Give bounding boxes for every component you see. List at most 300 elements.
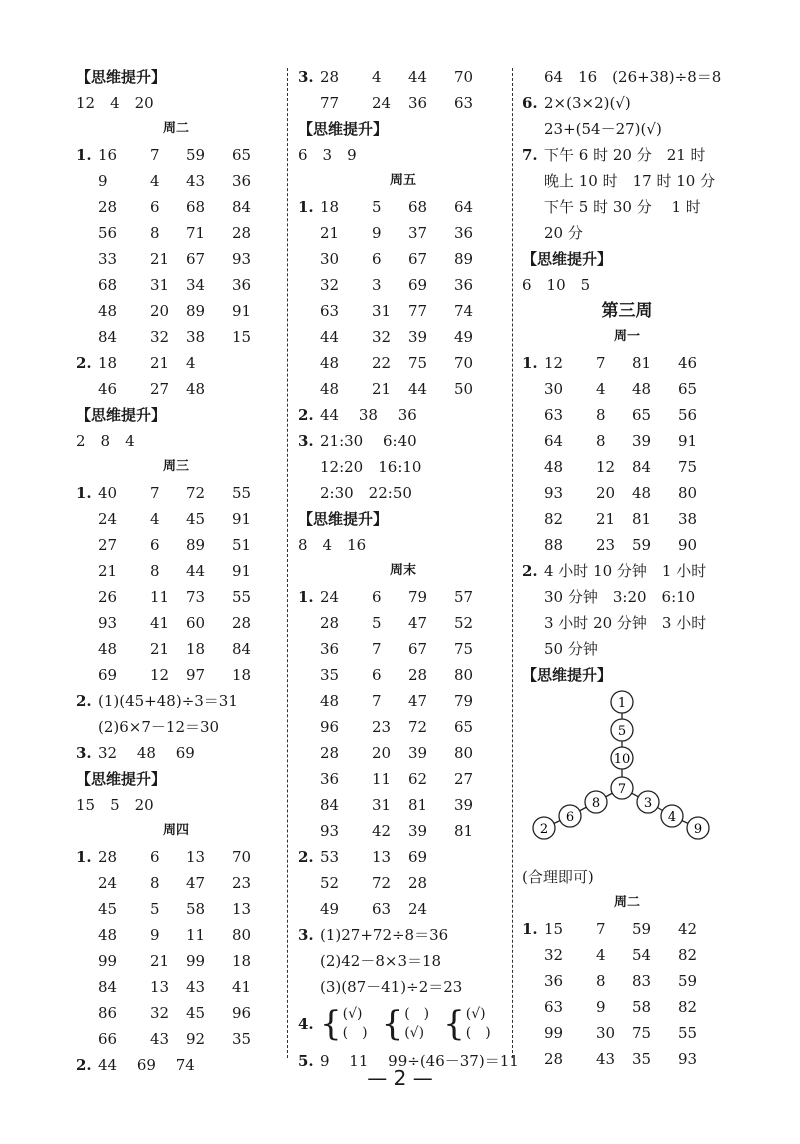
answer-cell: 6 bbox=[150, 198, 160, 216]
answer-cell: 91 bbox=[232, 510, 252, 528]
answer-line: 2:30 22:50 bbox=[320, 484, 412, 502]
answer-cell: 5 bbox=[150, 900, 160, 918]
question-number: 1. bbox=[298, 198, 314, 216]
answer-cell: 48 bbox=[544, 458, 564, 476]
answer-cell: 26 bbox=[98, 588, 118, 606]
answer-line: 64 16 (26+38)÷8＝8 bbox=[544, 68, 722, 86]
answer-row bbox=[522, 532, 732, 558]
answer-cell: 46 bbox=[98, 380, 118, 398]
answer-cell: 36 bbox=[454, 276, 474, 294]
answer-cell: 65 bbox=[632, 406, 652, 424]
answer-cell: 48 bbox=[632, 380, 652, 398]
answer-line: 12 4 20 bbox=[76, 94, 154, 112]
question-grid bbox=[76, 142, 276, 350]
answer-line: 晚上 10 时 17 时 10 分 bbox=[544, 172, 716, 190]
answer-cell: 44 bbox=[186, 562, 206, 580]
answer-cell: 3 bbox=[372, 276, 382, 294]
answer-cell: 35 bbox=[632, 1050, 652, 1068]
answer-row bbox=[76, 948, 276, 974]
answer-row bbox=[76, 1026, 276, 1052]
answer-row bbox=[76, 584, 276, 610]
question-grid bbox=[76, 844, 276, 1052]
section-heading: 【思维提升】 bbox=[298, 510, 389, 528]
answer-cell: 4 bbox=[150, 510, 160, 528]
answer-row bbox=[522, 428, 732, 454]
day-heading: 周二 bbox=[162, 121, 189, 136]
answer-cell: 70 bbox=[454, 354, 474, 372]
answer-cell: 79 bbox=[408, 588, 428, 606]
brace-group bbox=[443, 1005, 491, 1043]
answer-cell: 6 bbox=[372, 588, 382, 606]
answer-cell: 81 bbox=[632, 354, 652, 372]
answer-row bbox=[76, 298, 276, 324]
answer-cell: 8 bbox=[150, 562, 160, 580]
answer-cell: 44 bbox=[320, 328, 340, 346]
answer-row bbox=[522, 916, 732, 942]
question-grid bbox=[298, 844, 508, 922]
brace-icon: { bbox=[443, 1004, 465, 1044]
answer-row bbox=[76, 480, 276, 506]
answer-cell: 43 bbox=[150, 1030, 170, 1048]
tree-node-label: 10 bbox=[613, 752, 631, 767]
answer-cell: 48 bbox=[320, 692, 340, 710]
brace-top: (√) bbox=[342, 1006, 363, 1022]
section-heading: 【思维提升】 bbox=[522, 666, 613, 684]
tree-node-label: 8 bbox=[591, 796, 601, 811]
answer-row bbox=[298, 792, 508, 818]
answer-line: 23+(54－27)(√) bbox=[544, 120, 662, 138]
answer-line: 15 5 20 bbox=[76, 796, 154, 814]
answer-text: 21:30 6:40 bbox=[320, 432, 417, 450]
answer-line: 20 分 bbox=[544, 224, 583, 242]
answer-row bbox=[76, 1000, 276, 1026]
answer-cell: 18 bbox=[98, 354, 118, 372]
answer-row bbox=[298, 350, 508, 376]
answer-cell: 84 bbox=[232, 640, 252, 658]
answer-cell: 13 bbox=[186, 848, 206, 866]
answer-row bbox=[298, 298, 508, 324]
answer-cell: 58 bbox=[632, 998, 652, 1016]
answer-cell: 82 bbox=[678, 998, 698, 1016]
answer-row bbox=[522, 1020, 732, 1046]
answer-cell: 80 bbox=[232, 926, 252, 944]
answer-cell: 44 bbox=[408, 380, 428, 398]
answer-cell: 92 bbox=[186, 1030, 206, 1048]
question-number: 2. bbox=[522, 562, 538, 580]
answer-cell: 97 bbox=[186, 666, 206, 684]
answer-cell: 13 bbox=[150, 978, 170, 996]
answer-row bbox=[298, 688, 508, 714]
answer-cell: 68 bbox=[408, 198, 428, 216]
answer-cell: 39 bbox=[408, 744, 428, 762]
answer-cell: 93 bbox=[98, 614, 118, 632]
answer-cell: 55 bbox=[678, 1024, 698, 1042]
answer-cell: 45 bbox=[186, 1004, 206, 1022]
answer-cell: 91 bbox=[232, 302, 252, 320]
answer-row bbox=[298, 740, 508, 766]
answer-cell: 80 bbox=[678, 484, 698, 502]
answer-cell: 24 bbox=[98, 874, 118, 892]
answer-cell: 63 bbox=[544, 998, 564, 1016]
answer-cell: 48 bbox=[98, 302, 118, 320]
answer-cell: 43 bbox=[596, 1050, 616, 1068]
answer-cell: 75 bbox=[632, 1024, 652, 1042]
answer-cell: 30 bbox=[596, 1024, 616, 1042]
day-heading: 周五 bbox=[389, 173, 416, 188]
answer-cell: 59 bbox=[632, 536, 652, 554]
answer-cell: 4 bbox=[186, 354, 196, 372]
answer-cell: 23 bbox=[372, 718, 392, 736]
day-heading: 周一 bbox=[613, 329, 640, 344]
section-heading: 【思维提升】 bbox=[522, 250, 613, 268]
answer-cell: 21 bbox=[150, 952, 170, 970]
answer-cell: 84 bbox=[98, 978, 118, 996]
answer-cell: 18 bbox=[232, 666, 252, 684]
answer-cell: 99 bbox=[544, 1024, 564, 1042]
answer-cell: 81 bbox=[408, 796, 428, 814]
answer-cell: 63 bbox=[320, 302, 340, 320]
answer-cell: 77 bbox=[320, 94, 340, 112]
answer-cell: 60 bbox=[186, 614, 206, 632]
answer-line bbox=[522, 142, 732, 168]
answer-cell: 48 bbox=[186, 380, 206, 398]
answer-cell: 15 bbox=[232, 328, 252, 346]
answer-cell: 7 bbox=[150, 146, 160, 164]
answer-cell: 9 bbox=[98, 172, 108, 190]
answer-line: (2)6×7－12＝30 bbox=[98, 718, 220, 736]
question-number: 2. bbox=[298, 848, 314, 866]
answer-cell: 75 bbox=[408, 354, 428, 372]
answer-cell: 99 bbox=[98, 952, 118, 970]
answer-row bbox=[298, 636, 508, 662]
answer-cell: 62 bbox=[408, 770, 428, 788]
answer-cell: 11 bbox=[372, 770, 392, 788]
answer-cell: 23 bbox=[596, 536, 616, 554]
answer-cell: 30 bbox=[320, 250, 340, 268]
answer-row bbox=[522, 454, 732, 480]
answer-cell: 21 bbox=[372, 380, 392, 398]
answer-note: (合理即可) bbox=[522, 868, 594, 886]
answer-cell: 27 bbox=[454, 770, 474, 788]
answer-row bbox=[522, 506, 732, 532]
answer-cell: 28 bbox=[408, 666, 428, 684]
answer-cell: 64 bbox=[454, 198, 474, 216]
question-number: 1. bbox=[522, 354, 538, 372]
brace-top: (√) bbox=[465, 1006, 486, 1022]
answer-text: 44 38 36 bbox=[320, 406, 417, 424]
answer-cell: 39 bbox=[454, 796, 474, 814]
question-grid bbox=[522, 350, 732, 558]
brace-group bbox=[382, 1005, 430, 1043]
answer-cell: 72 bbox=[186, 484, 206, 502]
answer-row bbox=[76, 662, 276, 688]
answer-cell: 59 bbox=[632, 920, 652, 938]
answer-row bbox=[298, 818, 508, 844]
answer-cell: 89 bbox=[186, 302, 206, 320]
tree-node-label: 9 bbox=[693, 822, 703, 837]
answer-cell: 74 bbox=[454, 302, 474, 320]
answer-row bbox=[76, 246, 276, 272]
answer-cell: 28 bbox=[320, 744, 340, 762]
section-heading: 【思维提升】 bbox=[298, 120, 389, 138]
answer-cell: 50 bbox=[454, 380, 474, 398]
answer-cell: 89 bbox=[186, 536, 206, 554]
answer-row bbox=[76, 142, 276, 168]
answer-row bbox=[298, 714, 508, 740]
answer-cell: 8 bbox=[596, 406, 606, 424]
answer-cell: 42 bbox=[372, 822, 392, 840]
answer-cell: 11 bbox=[150, 588, 170, 606]
answer-row bbox=[522, 968, 732, 994]
question-grid bbox=[298, 194, 508, 402]
answer-cell: 8 bbox=[596, 972, 606, 990]
brace-bottom: ( ) bbox=[342, 1025, 368, 1041]
question-number: 7. bbox=[522, 146, 538, 164]
number-tree-diagram bbox=[522, 688, 732, 864]
answer-cell: 90 bbox=[678, 536, 698, 554]
answer-text: 4 小时 10 分钟 1 小时 bbox=[544, 562, 707, 580]
answer-cell: 28 bbox=[408, 874, 428, 892]
question-number: 1. bbox=[76, 484, 92, 502]
answer-row bbox=[298, 376, 508, 402]
answer-line bbox=[76, 688, 276, 714]
answer-row bbox=[522, 402, 732, 428]
section-heading: 【思维提升】 bbox=[76, 770, 167, 788]
answer-cell: 20 bbox=[150, 302, 170, 320]
answer-cell: 54 bbox=[632, 946, 652, 964]
answer-cell: 24 bbox=[98, 510, 118, 528]
answer-cell: 28 bbox=[544, 1050, 564, 1068]
section-heading: 【思维提升】 bbox=[76, 68, 167, 86]
section-heading: 【思维提升】 bbox=[76, 406, 167, 424]
answer-cell: 52 bbox=[454, 614, 474, 632]
answer-row bbox=[298, 64, 508, 90]
answer-line: 8 4 16 bbox=[298, 536, 367, 554]
answer-cell: 9 bbox=[150, 926, 160, 944]
answer-cell: 93 bbox=[320, 822, 340, 840]
question-grid bbox=[298, 584, 508, 844]
answer-cell: 79 bbox=[454, 692, 474, 710]
answer-cell: 88 bbox=[544, 536, 564, 554]
answer-cell: 45 bbox=[186, 510, 206, 528]
answer-row bbox=[76, 168, 276, 194]
answer-cell: 11 bbox=[186, 926, 206, 944]
answer-line: 下午 5 时 30 分 1 时 bbox=[544, 198, 701, 216]
answer-cell: 99 bbox=[186, 952, 206, 970]
answer-row bbox=[522, 350, 732, 376]
answer-cell: 35 bbox=[320, 666, 340, 684]
answer-row bbox=[76, 636, 276, 662]
answer-text: 下午 6 时 20 分 21 时 bbox=[544, 146, 706, 164]
answer-cell: 55 bbox=[232, 484, 252, 502]
answer-cell: 63 bbox=[544, 406, 564, 424]
answer-line bbox=[298, 1000, 508, 1048]
answer-cell: 51 bbox=[232, 536, 252, 554]
question-number: 2. bbox=[76, 354, 92, 372]
answer-cell: 20 bbox=[372, 744, 392, 762]
answer-cell: 5 bbox=[372, 198, 382, 216]
answer-cell: 31 bbox=[372, 796, 392, 814]
answer-cell: 7 bbox=[372, 640, 382, 658]
answer-cell: 4 bbox=[596, 380, 606, 398]
answer-cell: 27 bbox=[150, 380, 170, 398]
answer-cell: 21 bbox=[320, 224, 340, 242]
answer-cell: 80 bbox=[454, 744, 474, 762]
answer-cell: 36 bbox=[320, 770, 340, 788]
answer-row bbox=[298, 584, 508, 610]
question-number: 3. bbox=[76, 744, 92, 762]
answer-cell: 70 bbox=[454, 68, 474, 86]
answer-cell: 23 bbox=[232, 874, 252, 892]
answer-cell: 47 bbox=[186, 874, 206, 892]
answer-cell: 93 bbox=[544, 484, 564, 502]
answer-cell: 18 bbox=[186, 640, 206, 658]
answer-cell: 48 bbox=[632, 484, 652, 502]
answer-cell: 67 bbox=[408, 250, 428, 268]
answer-cell: 56 bbox=[98, 224, 118, 242]
question-number: 1. bbox=[522, 920, 538, 938]
answer-cell: 15 bbox=[544, 920, 564, 938]
tree-node-label: 4 bbox=[667, 810, 677, 825]
answer-cell: 28 bbox=[232, 224, 252, 242]
answer-text: 44 69 74 bbox=[98, 1056, 195, 1074]
answer-row bbox=[76, 610, 276, 636]
answer-row bbox=[522, 480, 732, 506]
answer-cell: 82 bbox=[544, 510, 564, 528]
tree-node-label: 5 bbox=[617, 724, 627, 739]
answer-cell: 47 bbox=[408, 614, 428, 632]
answer-cell: 48 bbox=[320, 380, 340, 398]
answer-cell: 21 bbox=[98, 562, 118, 580]
tree-node-label: 3 bbox=[643, 796, 653, 811]
answer-cell: 6 bbox=[150, 848, 160, 866]
tree-node-label: 2 bbox=[539, 822, 549, 837]
answer-cell: 12 bbox=[544, 354, 564, 372]
answer-cell: 9 bbox=[372, 224, 382, 242]
answer-cell: 40 bbox=[98, 484, 118, 502]
answer-cell: 71 bbox=[186, 224, 206, 242]
answer-cell: 53 bbox=[320, 848, 340, 866]
answer-line: 6 3 9 bbox=[298, 146, 357, 164]
answer-cell: 30 bbox=[544, 380, 564, 398]
answer-cell: 73 bbox=[186, 588, 206, 606]
answer-cell: 48 bbox=[98, 640, 118, 658]
column-1 bbox=[76, 64, 276, 1078]
answer-row bbox=[76, 870, 276, 896]
question-grid bbox=[76, 350, 276, 402]
answer-cell: 84 bbox=[320, 796, 340, 814]
answer-row bbox=[76, 350, 276, 376]
answer-cell: 4 bbox=[150, 172, 160, 190]
answer-cell: 38 bbox=[678, 510, 698, 528]
answer-cell: 44 bbox=[408, 68, 428, 86]
answer-cell: 41 bbox=[150, 614, 170, 632]
question-number: 3. bbox=[298, 68, 314, 86]
answer-cell: 36 bbox=[544, 972, 564, 990]
column-divider-left bbox=[287, 68, 288, 1058]
answer-cell: 81 bbox=[454, 822, 474, 840]
answer-row bbox=[298, 870, 508, 896]
answer-cell: 32 bbox=[150, 328, 170, 346]
question-number: 4. bbox=[298, 1015, 314, 1033]
answer-cell: 64 bbox=[544, 432, 564, 450]
question-grid bbox=[298, 64, 508, 116]
answer-row bbox=[298, 246, 508, 272]
answer-cell: 16 bbox=[98, 146, 118, 164]
answer-line bbox=[298, 402, 508, 428]
answer-cell: 9 bbox=[596, 998, 606, 1016]
answer-cell: 72 bbox=[372, 874, 392, 892]
answer-cell: 67 bbox=[186, 250, 206, 268]
answer-cell: 77 bbox=[408, 302, 428, 320]
answer-row bbox=[76, 922, 276, 948]
tree-node-label: 1 bbox=[617, 696, 627, 711]
column-divider-right bbox=[512, 68, 513, 1058]
answer-cell: 65 bbox=[678, 380, 698, 398]
answer-row bbox=[298, 324, 508, 350]
answer-cell: 70 bbox=[232, 848, 252, 866]
answer-cell: 96 bbox=[232, 1004, 252, 1022]
answer-row bbox=[76, 532, 276, 558]
answer-cell: 93 bbox=[678, 1050, 698, 1068]
answer-cell: 32 bbox=[320, 276, 340, 294]
answer-cell: 5 bbox=[372, 614, 382, 632]
answer-row bbox=[76, 220, 276, 246]
answer-line bbox=[76, 740, 276, 766]
answer-line bbox=[298, 922, 508, 948]
answer-cell: 43 bbox=[186, 978, 206, 996]
answer-cell: 31 bbox=[372, 302, 392, 320]
answer-line: 30 分钟 3:20 6:10 bbox=[544, 588, 696, 606]
answer-cell: 93 bbox=[232, 250, 252, 268]
answer-cell: 68 bbox=[98, 276, 118, 294]
brace-icon: { bbox=[381, 1004, 404, 1044]
answer-cell: 86 bbox=[98, 1004, 118, 1022]
answer-row bbox=[76, 194, 276, 220]
answer-row bbox=[298, 90, 508, 116]
answer-line: (3)(87－41)÷2＝23 bbox=[320, 978, 463, 996]
answer-cell: 7 bbox=[372, 692, 382, 710]
answer-cell: 66 bbox=[98, 1030, 118, 1048]
answer-row bbox=[298, 194, 508, 220]
day-heading: 周三 bbox=[162, 459, 189, 474]
answer-cell: 49 bbox=[454, 328, 474, 346]
answer-row bbox=[522, 376, 732, 402]
brace-top: ( ) bbox=[404, 1006, 430, 1022]
column-3 bbox=[522, 64, 732, 1072]
brace-icon: { bbox=[320, 1004, 342, 1044]
answer-cell: 12 bbox=[150, 666, 170, 684]
answer-cell: 7 bbox=[596, 354, 606, 372]
answer-cell: 32 bbox=[150, 1004, 170, 1022]
answer-line bbox=[522, 558, 732, 584]
answer-cell: 27 bbox=[98, 536, 118, 554]
answer-cell: 24 bbox=[320, 588, 340, 606]
answer-text: 9 11 99÷(46－37)＝11 bbox=[320, 1052, 519, 1070]
answer-cell: 6 bbox=[372, 250, 382, 268]
brace-bottom: ( ) bbox=[465, 1025, 491, 1041]
answer-cell: 72 bbox=[408, 718, 428, 736]
answer-cell: 82 bbox=[678, 946, 698, 964]
answer-cell: 67 bbox=[408, 640, 428, 658]
answer-cell: 8 bbox=[150, 224, 160, 242]
answer-text: (1)27+72÷8＝36 bbox=[320, 926, 449, 944]
answer-cell: 24 bbox=[408, 900, 428, 918]
answer-cell: 32 bbox=[544, 946, 564, 964]
answer-cell: 75 bbox=[454, 640, 474, 658]
answer-row bbox=[76, 558, 276, 584]
answer-row bbox=[298, 220, 508, 246]
